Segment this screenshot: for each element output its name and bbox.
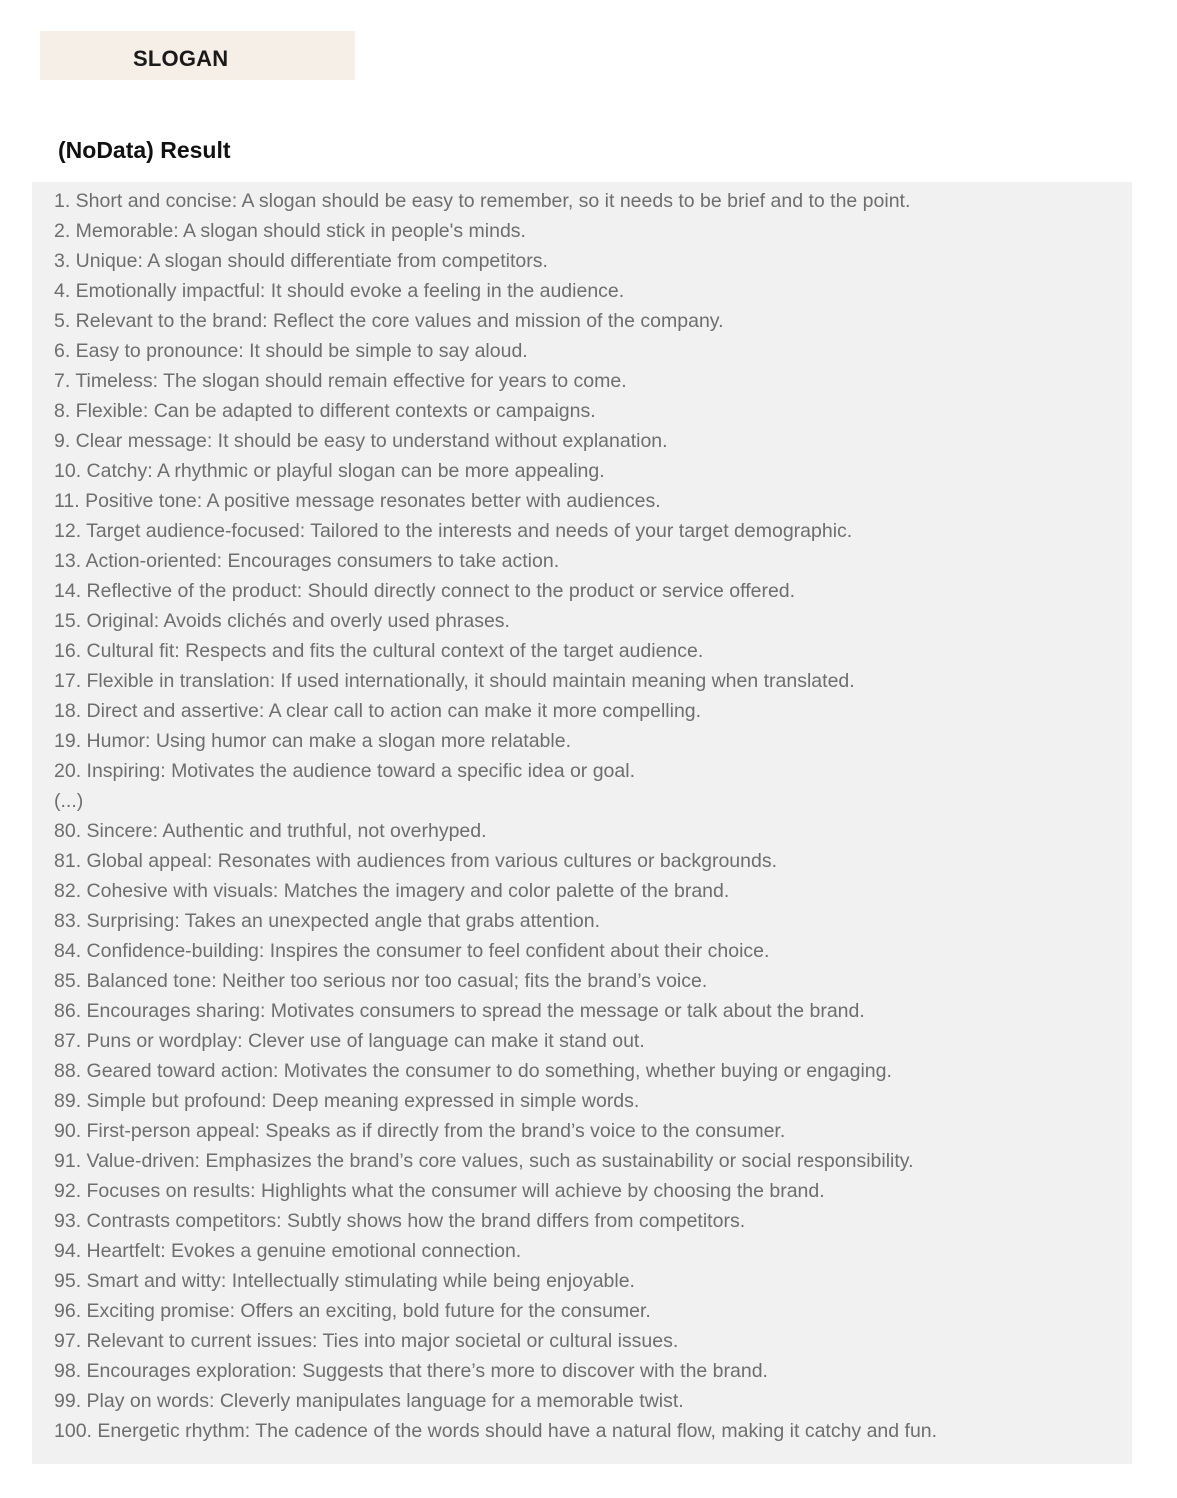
result-line: 19. Humor: Using humor can make a slogan more relatable.	[54, 730, 571, 752]
result-line: 18. Direct and assertive: A clear call to action can make it more compelling.	[54, 700, 702, 722]
result-line: 10. Catchy: A rhythmic or playful slogan can be more appealing.	[54, 460, 605, 482]
result-line: 13. Action-oriented: Encourages consumers to take action.	[54, 550, 560, 572]
result-line: 11. Positive tone: A positive message resonates better with audiences.	[54, 490, 661, 512]
result-line: 1. Short and concise: A slogan should be easy to remember, so it needs to be brief and to the point.	[54, 190, 911, 212]
result-line: 98. Encourages exploration: Suggests that there’s more to discover with the brand.	[54, 1360, 768, 1382]
result-line: 83. Surprising: Takes an unexpected angle that grabs attention.	[54, 910, 601, 932]
result-line: 17. Flexible in translation: If used internationally, it should maintain meaning when translated.	[54, 670, 855, 692]
result-line: 91. Value-driven: Emphasizes the brand’s core values, such as sustainability or social responsibility.	[54, 1150, 914, 1172]
result-line: 8. Flexible: Can be adapted to different contexts or campaigns.	[54, 400, 596, 422]
result-line: 6. Easy to pronounce: It should be simple to say aloud.	[54, 340, 528, 362]
result-line: 80. Sincere: Authentic and truthful, not overhyped.	[54, 820, 487, 842]
result-line: 82. Cohesive with visuals: Matches the imagery and color palette of the brand.	[54, 880, 730, 902]
result-line: 84. Confidence-building: Inspires the consumer to feel confident about their choice.	[54, 940, 770, 962]
result-line: (...)	[54, 790, 84, 812]
result-line: 94. Heartfelt: Evokes a genuine emotional connection.	[54, 1240, 522, 1262]
result-list	[54, 186, 1132, 1446]
result-line: 93. Contrasts competitors: Subtly shows how the brand differs from competitors.	[54, 1210, 746, 1232]
result-line: 85. Balanced tone: Neither too serious nor too casual; fits the brand’s voice.	[54, 970, 708, 992]
result-line: 3. Unique: A slogan should differentiate from competitors.	[54, 250, 548, 272]
result-line: 88. Geared toward action: Motivates the consumer to do something, whether buying or engaging.	[54, 1060, 892, 1082]
result-panel	[32, 182, 1132, 1464]
result-line: 92. Focuses on results: Highlights what the consumer will achieve by choosing the brand.	[54, 1180, 825, 1202]
slogan-tag-label: SLOGAN	[133, 46, 229, 71]
result-line: 86. Encourages sharing: Motivates consumers to spread the message or talk about the brand.	[54, 1000, 865, 1022]
result-line: 81. Global appeal: Resonates with audiences from various cultures or backgrounds.	[54, 850, 777, 872]
result-line: 7. Timeless: The slogan should remain effective for years to come.	[54, 370, 627, 392]
result-line: 97. Relevant to current issues: Ties into major societal or cultural issues.	[54, 1330, 679, 1352]
result-line: 2. Memorable: A slogan should stick in people's minds.	[54, 220, 526, 242]
result-line: 5. Relevant to the brand: Reflect the core values and mission of the company.	[54, 310, 724, 332]
result-line: 99. Play on words: Cleverly manipulates language for a memorable twist.	[54, 1390, 684, 1412]
result-line: 87. Puns or wordplay: Clever use of language can make it stand out.	[54, 1030, 645, 1052]
result-line: 14. Reflective of the product: Should directly connect to the product or service offered.	[54, 580, 796, 602]
result-line: 96. Exciting promise: Offers an exciting, bold future for the consumer.	[54, 1300, 651, 1322]
result-line: 9. Clear message: It should be easy to understand without explanation.	[54, 430, 668, 452]
result-line: 95. Smart and witty: Intellectually stimulating while being enjoyable.	[54, 1270, 635, 1292]
result-line: 90. First-person appeal: Speaks as if directly from the brand’s voice to the consumer.	[54, 1120, 786, 1142]
result-line: 15. Original: Avoids clichés and overly used phrases.	[54, 610, 510, 632]
result-line: 100. Energetic rhythm: The cadence of the words should have a natural flow, making it catchy and fun.	[54, 1420, 938, 1442]
result-line: 12. Target audience-focused: Tailored to the interests and needs of your target demographic.	[54, 520, 853, 542]
result-line: 4. Emotionally impactful: It should evoke a feeling in the audience.	[54, 280, 625, 302]
result-line: 20. Inspiring: Motivates the audience toward a specific idea or goal.	[54, 760, 636, 782]
result-line: 16. Cultural fit: Respects and fits the cultural context of the target audience.	[54, 640, 704, 662]
result-title: (NoData) Result	[58, 137, 231, 163]
result-line: 89. Simple but profound: Deep meaning expressed in simple words.	[54, 1090, 640, 1112]
